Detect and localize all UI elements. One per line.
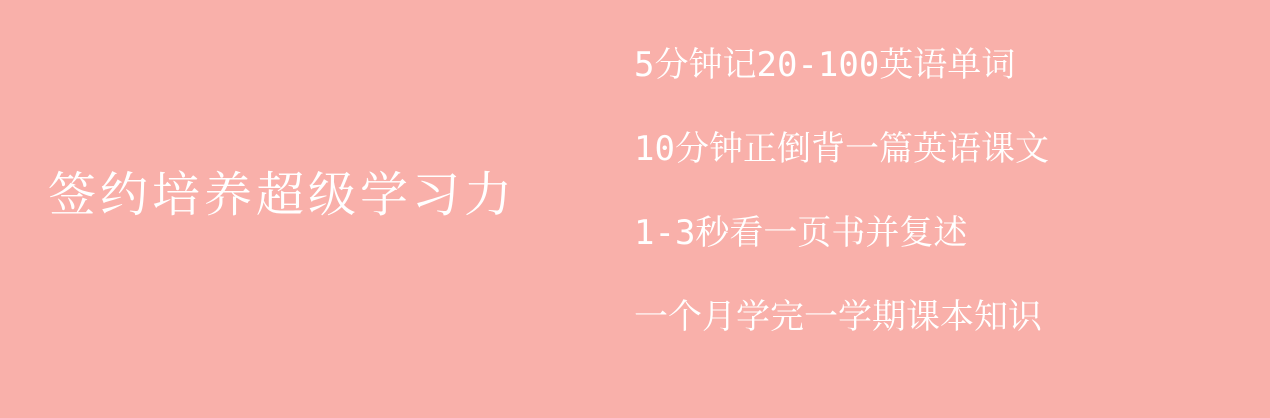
feature-item-word-memory: 5分钟记20-100英语单词 (634, 45, 1016, 85)
feature-item-semester-study: 一个月学完一学期课本知识 (634, 297, 1042, 337)
feature-item-text-recitation: 10分钟正倒背一篇英语课文 (634, 129, 1049, 169)
feature-list (634, 44, 1234, 338)
feature-item-page-reading: 1-3秒看一页书并复述 (634, 213, 968, 253)
banner-headline: 签约培养超级学习力 (48, 167, 517, 223)
